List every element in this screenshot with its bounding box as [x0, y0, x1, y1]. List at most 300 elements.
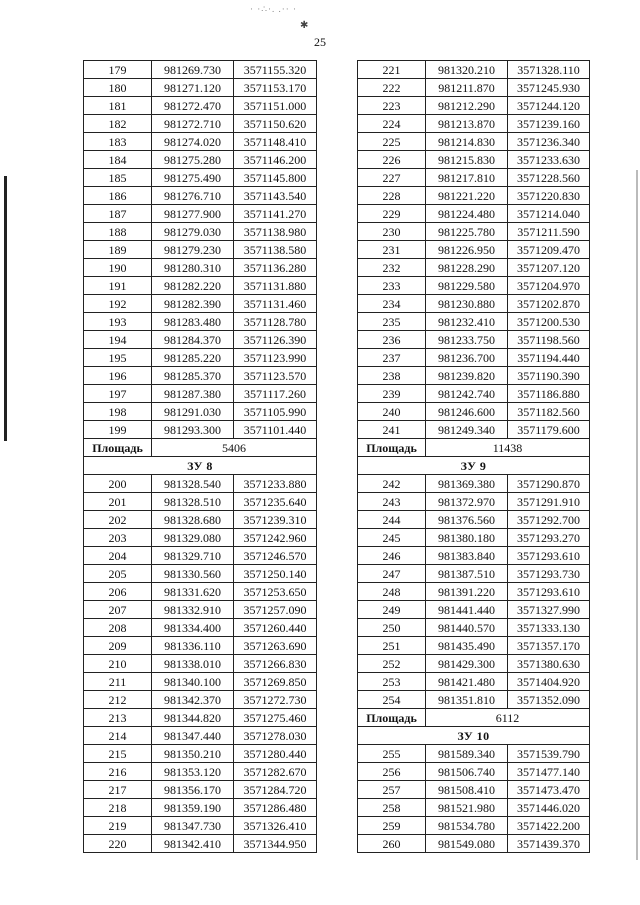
x-coordinate-cell: 981230.880: [426, 295, 508, 313]
x-coordinate-cell: 981353.120: [152, 763, 234, 781]
y-coordinate-cell: 3571404.920: [508, 673, 590, 691]
point-number-cell: 243: [358, 493, 426, 511]
y-coordinate-cell: 3571123.570: [234, 367, 317, 385]
table-row: [358, 97, 590, 115]
point-number-cell: 192: [84, 295, 152, 313]
y-coordinate-cell: 3571239.160: [508, 115, 590, 133]
table-row: [358, 529, 590, 547]
point-number-cell: 247: [358, 565, 426, 583]
x-coordinate-cell: 981356.170: [152, 781, 234, 799]
table-row: [358, 511, 590, 529]
y-coordinate-cell: 3571235.640: [234, 493, 317, 511]
table-row: [84, 817, 317, 835]
table-row: [84, 403, 317, 421]
y-coordinate-cell: 3571182.560: [508, 403, 590, 421]
table-row: [84, 583, 317, 601]
x-coordinate-cell: 981211.870: [426, 79, 508, 97]
table-row: [84, 475, 317, 493]
point-number-cell: 230: [358, 223, 426, 241]
x-coordinate-cell: 981287.380: [152, 385, 234, 403]
point-number-cell: 200: [84, 475, 152, 493]
y-coordinate-cell: 3571126.390: [234, 331, 317, 349]
y-coordinate-cell: 3571269.850: [234, 673, 317, 691]
y-coordinate-cell: 3571293.730: [508, 565, 590, 583]
x-coordinate-cell: 981232.410: [426, 313, 508, 331]
point-number-cell: 224: [358, 115, 426, 133]
table-row: [84, 331, 317, 349]
point-number-cell: 203: [84, 529, 152, 547]
x-coordinate-cell: 981435.490: [426, 637, 508, 655]
y-coordinate-cell: 3571333.130: [508, 619, 590, 637]
table-row: [84, 709, 317, 727]
x-coordinate-cell: 981271.120: [152, 79, 234, 97]
x-coordinate-cell: 981347.730: [152, 817, 234, 835]
x-coordinate-cell: 981328.540: [152, 475, 234, 493]
x-coordinate-cell: 981549.080: [426, 835, 508, 853]
table-row: [358, 115, 590, 133]
point-number-cell: 249: [358, 601, 426, 619]
y-coordinate-cell: 3571136.280: [234, 259, 317, 277]
x-coordinate-cell: 981277.900: [152, 205, 234, 223]
x-coordinate-cell: 981383.840: [426, 547, 508, 565]
area-value: 6112: [426, 709, 590, 727]
table-row: [358, 349, 590, 367]
table-row: [358, 241, 590, 259]
point-number-cell: 195: [84, 349, 152, 367]
y-coordinate-cell: 3571446.020: [508, 799, 590, 817]
y-coordinate-cell: 3571260.440: [234, 619, 317, 637]
x-coordinate-cell: 981440.570: [426, 619, 508, 637]
table-row: [84, 241, 317, 259]
page-number: 25: [314, 35, 326, 49]
y-coordinate-cell: 3571200.530: [508, 313, 590, 331]
x-coordinate-cell: 981272.470: [152, 97, 234, 115]
x-coordinate-cell: 981336.110: [152, 637, 234, 655]
x-coordinate-cell: 981293.300: [152, 421, 234, 439]
x-coordinate-cell: 981342.410: [152, 835, 234, 853]
table-row: [84, 295, 317, 313]
table-row: [358, 583, 590, 601]
x-coordinate-cell: 981246.600: [426, 403, 508, 421]
y-coordinate-cell: 3571194.440: [508, 349, 590, 367]
table-row: [358, 403, 590, 421]
x-coordinate-cell: 981285.370: [152, 367, 234, 385]
x-coordinate-cell: 981372.970: [426, 493, 508, 511]
x-coordinate-cell: 981521.980: [426, 799, 508, 817]
x-coordinate-cell: 981351.810: [426, 691, 508, 709]
y-coordinate-cell: 3571439.370: [508, 835, 590, 853]
table-row: [84, 259, 317, 277]
table-row: [358, 331, 590, 349]
point-number-cell: 191: [84, 277, 152, 295]
point-number-cell: 221: [358, 61, 426, 79]
table-row: [84, 493, 317, 511]
y-coordinate-cell: 3571153.170: [234, 79, 317, 97]
x-coordinate-cell: 981215.830: [426, 151, 508, 169]
y-coordinate-cell: 3571327.990: [508, 601, 590, 619]
x-coordinate-cell: 981276.710: [152, 187, 234, 205]
point-number-cell: 202: [84, 511, 152, 529]
table-row: [358, 799, 590, 817]
y-coordinate-cell: 3571101.440: [234, 421, 317, 439]
x-coordinate-cell: 981249.340: [426, 421, 508, 439]
y-coordinate-cell: 3571131.460: [234, 295, 317, 313]
y-coordinate-cell: 3571220.830: [508, 187, 590, 205]
y-coordinate-cell: 3571286.480: [234, 799, 317, 817]
point-number-cell: 248: [358, 583, 426, 601]
x-coordinate-cell: 981233.750: [426, 331, 508, 349]
scan-right-edge: [636, 170, 638, 860]
area-row: [358, 709, 590, 727]
y-coordinate-cell: 3571357.170: [508, 637, 590, 655]
table-row: [84, 385, 317, 403]
area-value: 5406: [152, 439, 317, 457]
table-row: [358, 673, 590, 691]
point-number-cell: 204: [84, 547, 152, 565]
point-number-cell: 208: [84, 619, 152, 637]
point-number-cell: 223: [358, 97, 426, 115]
table-row: [358, 367, 590, 385]
y-coordinate-cell: 3571148.410: [234, 133, 317, 151]
table-row: [358, 781, 590, 799]
point-number-cell: 236: [358, 331, 426, 349]
section-header-row: [358, 457, 590, 475]
y-coordinate-cell: 3571138.980: [234, 223, 317, 241]
area-value: 11438: [426, 439, 590, 457]
x-coordinate-cell: 981229.580: [426, 277, 508, 295]
x-coordinate-cell: 981342.370: [152, 691, 234, 709]
point-number-cell: 218: [84, 799, 152, 817]
section-header-row: [84, 457, 317, 475]
x-coordinate-cell: 981328.510: [152, 493, 234, 511]
y-coordinate-cell: 3571380.630: [508, 655, 590, 673]
point-number-cell: 215: [84, 745, 152, 763]
x-coordinate-cell: 981359.190: [152, 799, 234, 817]
y-coordinate-cell: 3571422.200: [508, 817, 590, 835]
table-row: [84, 565, 317, 583]
x-coordinate-cell: 981347.440: [152, 727, 234, 745]
table-row: [84, 277, 317, 295]
y-coordinate-cell: 3571352.090: [508, 691, 590, 709]
table-row: [358, 619, 590, 637]
x-coordinate-cell: 981387.510: [426, 565, 508, 583]
x-coordinate-cell: 981284.370: [152, 331, 234, 349]
y-coordinate-cell: 3571245.930: [508, 79, 590, 97]
y-coordinate-cell: 3571236.340: [508, 133, 590, 151]
x-coordinate-cell: 981369.380: [426, 475, 508, 493]
y-coordinate-cell: 3571186.880: [508, 385, 590, 403]
point-number-cell: 196: [84, 367, 152, 385]
y-coordinate-cell: 3571211.590: [508, 223, 590, 241]
table-row: [358, 817, 590, 835]
y-coordinate-cell: 3571190.390: [508, 367, 590, 385]
point-number-cell: 197: [84, 385, 152, 403]
y-coordinate-cell: 3571477.140: [508, 763, 590, 781]
y-coordinate-cell: 3571143.540: [234, 187, 317, 205]
table-row: [358, 637, 590, 655]
area-label: Площадь: [358, 439, 426, 457]
point-number-cell: 193: [84, 313, 152, 331]
point-number-cell: 217: [84, 781, 152, 799]
table-row: [84, 313, 317, 331]
x-coordinate-cell: 981282.390: [152, 295, 234, 313]
point-number-cell: 228: [358, 187, 426, 205]
y-coordinate-cell: 3571293.610: [508, 583, 590, 601]
table-row: [84, 727, 317, 745]
x-coordinate-cell: 981212.290: [426, 97, 508, 115]
scan-edge-mark: [4, 176, 7, 441]
y-coordinate-cell: 3571328.110: [508, 61, 590, 79]
point-number-cell: 212: [84, 691, 152, 709]
point-number-cell: 189: [84, 241, 152, 259]
x-coordinate-cell: 981506.740: [426, 763, 508, 781]
y-coordinate-cell: 3571280.440: [234, 745, 317, 763]
point-number-cell: 238: [358, 367, 426, 385]
point-number-cell: 226: [358, 151, 426, 169]
y-coordinate-cell: 3571233.880: [234, 475, 317, 493]
x-coordinate-cell: 981338.010: [152, 655, 234, 673]
point-number-cell: 179: [84, 61, 152, 79]
y-coordinate-cell: 3571246.570: [234, 547, 317, 565]
point-number-cell: 259: [358, 817, 426, 835]
point-number-cell: 237: [358, 349, 426, 367]
point-number-cell: 219: [84, 817, 152, 835]
x-coordinate-cell: 981376.560: [426, 511, 508, 529]
x-coordinate-cell: 981330.560: [152, 565, 234, 583]
y-coordinate-cell: 3571155.320: [234, 61, 317, 79]
y-coordinate-cell: 3571179.600: [508, 421, 590, 439]
table-row: [84, 349, 317, 367]
x-coordinate-cell: 981217.810: [426, 169, 508, 187]
y-coordinate-cell: 3571233.630: [508, 151, 590, 169]
y-coordinate-cell: 3571275.460: [234, 709, 317, 727]
table-row: [84, 835, 317, 853]
y-coordinate-cell: 3571284.720: [234, 781, 317, 799]
x-coordinate-cell: 981242.740: [426, 385, 508, 403]
table-row: [84, 187, 317, 205]
x-coordinate-cell: 981279.030: [152, 223, 234, 241]
x-coordinate-cell: 981334.400: [152, 619, 234, 637]
x-coordinate-cell: 981280.310: [152, 259, 234, 277]
table-row: [358, 313, 590, 331]
point-number-cell: 239: [358, 385, 426, 403]
x-coordinate-cell: 981214.830: [426, 133, 508, 151]
y-coordinate-cell: 3571473.470: [508, 781, 590, 799]
table-row: [358, 565, 590, 583]
y-coordinate-cell: 3571141.270: [234, 205, 317, 223]
x-coordinate-cell: 981285.220: [152, 349, 234, 367]
point-number-cell: 182: [84, 115, 152, 133]
table-row: [84, 511, 317, 529]
table-row: [358, 421, 590, 439]
table-row: [84, 421, 317, 439]
x-coordinate-cell: 981391.220: [426, 583, 508, 601]
section-header: ЗУ 8: [84, 457, 317, 475]
y-coordinate-cell: 3571105.990: [234, 403, 317, 421]
table-row: [84, 205, 317, 223]
y-coordinate-cell: 3571146.200: [234, 151, 317, 169]
table-row: [84, 655, 317, 673]
y-coordinate-cell: 3571253.650: [234, 583, 317, 601]
table-row: [84, 79, 317, 97]
x-coordinate-cell: 981283.480: [152, 313, 234, 331]
table-row: [358, 187, 590, 205]
point-number-cell: 205: [84, 565, 152, 583]
table-row: [358, 547, 590, 565]
table-row: [358, 169, 590, 187]
x-coordinate-cell: 981228.290: [426, 259, 508, 277]
table-row: [84, 133, 317, 151]
y-coordinate-cell: 3571290.870: [508, 475, 590, 493]
table-row: [358, 745, 590, 763]
point-number-cell: 257: [358, 781, 426, 799]
y-coordinate-cell: 3571151.000: [234, 97, 317, 115]
table-row: [358, 205, 590, 223]
table-row: [84, 673, 317, 691]
point-number-cell: 185: [84, 169, 152, 187]
section-header-row: [358, 727, 590, 745]
x-coordinate-cell: 981224.480: [426, 205, 508, 223]
point-number-cell: 251: [358, 637, 426, 655]
point-number-cell: 206: [84, 583, 152, 601]
y-coordinate-cell: 3571150.620: [234, 115, 317, 133]
y-coordinate-cell: 3571214.040: [508, 205, 590, 223]
table-row: [84, 61, 317, 79]
y-coordinate-cell: 3571539.790: [508, 745, 590, 763]
point-number-cell: 184: [84, 151, 152, 169]
table-row: [84, 781, 317, 799]
scan-tick: ✱: [300, 20, 309, 31]
y-coordinate-cell: 3571207.120: [508, 259, 590, 277]
table-row: [84, 745, 317, 763]
point-number-cell: 232: [358, 259, 426, 277]
area-label: Площадь: [84, 439, 152, 457]
point-number-cell: 242: [358, 475, 426, 493]
x-coordinate-cell: 981275.280: [152, 151, 234, 169]
y-coordinate-cell: 3571209.470: [508, 241, 590, 259]
x-coordinate-cell: 981236.700: [426, 349, 508, 367]
point-number-cell: 201: [84, 493, 152, 511]
y-coordinate-cell: 3571293.610: [508, 547, 590, 565]
point-number-cell: 222: [358, 79, 426, 97]
table-row: [84, 691, 317, 709]
y-coordinate-cell: 3571257.090: [234, 601, 317, 619]
point-number-cell: 252: [358, 655, 426, 673]
y-coordinate-cell: 3571293.270: [508, 529, 590, 547]
y-coordinate-cell: 3571202.870: [508, 295, 590, 313]
y-coordinate-cell: 3571344.950: [234, 835, 317, 853]
x-coordinate-cell: 981380.180: [426, 529, 508, 547]
table-row: [358, 133, 590, 151]
point-number-cell: 227: [358, 169, 426, 187]
x-coordinate-cell: 981589.340: [426, 745, 508, 763]
table-row: [84, 223, 317, 241]
y-coordinate-cell: 3571228.560: [508, 169, 590, 187]
point-number-cell: 254: [358, 691, 426, 709]
table-row: [84, 547, 317, 565]
area-row: [358, 439, 590, 457]
table-row: [84, 637, 317, 655]
x-coordinate-cell: 981225.780: [426, 223, 508, 241]
right-coordinates-table: [357, 60, 590, 853]
y-coordinate-cell: 3571198.560: [508, 331, 590, 349]
point-number-cell: 198: [84, 403, 152, 421]
point-number-cell: 207: [84, 601, 152, 619]
x-coordinate-cell: 981226.950: [426, 241, 508, 259]
table-row: [358, 385, 590, 403]
point-number-cell: 213: [84, 709, 152, 727]
point-number-cell: 214: [84, 727, 152, 745]
y-coordinate-cell: 3571138.580: [234, 241, 317, 259]
table-row: [358, 79, 590, 97]
point-number-cell: 235: [358, 313, 426, 331]
x-coordinate-cell: 981331.620: [152, 583, 234, 601]
y-coordinate-cell: 3571272.730: [234, 691, 317, 709]
point-number-cell: 241: [358, 421, 426, 439]
point-number-cell: 183: [84, 133, 152, 151]
point-number-cell: 245: [358, 529, 426, 547]
scan-smudge: · ·∴·. .·· ·: [250, 4, 297, 14]
point-number-cell: 199: [84, 421, 152, 439]
y-coordinate-cell: 3571282.670: [234, 763, 317, 781]
point-number-cell: 233: [358, 277, 426, 295]
x-coordinate-cell: 981340.100: [152, 673, 234, 691]
x-coordinate-cell: 981329.710: [152, 547, 234, 565]
point-number-cell: 229: [358, 205, 426, 223]
table-row: [84, 169, 317, 187]
x-coordinate-cell: 981329.080: [152, 529, 234, 547]
point-number-cell: 187: [84, 205, 152, 223]
point-number-cell: 244: [358, 511, 426, 529]
table-row: [84, 763, 317, 781]
x-coordinate-cell: 981534.780: [426, 817, 508, 835]
point-number-cell: 240: [358, 403, 426, 421]
x-coordinate-cell: 981350.210: [152, 745, 234, 763]
table-row: [358, 223, 590, 241]
y-coordinate-cell: 3571123.990: [234, 349, 317, 367]
x-coordinate-cell: 981328.680: [152, 511, 234, 529]
table-row: [84, 601, 317, 619]
x-coordinate-cell: 981332.910: [152, 601, 234, 619]
table-row: [358, 493, 590, 511]
y-coordinate-cell: 3571250.140: [234, 565, 317, 583]
x-coordinate-cell: 981421.480: [426, 673, 508, 691]
table-row: [358, 835, 590, 853]
point-number-cell: 188: [84, 223, 152, 241]
x-coordinate-cell: 981221.220: [426, 187, 508, 205]
x-coordinate-cell: 981441.440: [426, 601, 508, 619]
point-number-cell: 231: [358, 241, 426, 259]
y-coordinate-cell: 3571204.970: [508, 277, 590, 295]
y-coordinate-cell: 3571263.690: [234, 637, 317, 655]
table-row: [358, 61, 590, 79]
area-row: [84, 439, 317, 457]
point-number-cell: 211: [84, 673, 152, 691]
x-coordinate-cell: 981291.030: [152, 403, 234, 421]
table-row: [358, 763, 590, 781]
table-row: [84, 115, 317, 133]
area-label: Площадь: [358, 709, 426, 727]
table-row: [84, 367, 317, 385]
table-row: [358, 601, 590, 619]
point-number-cell: 258: [358, 799, 426, 817]
point-number-cell: 253: [358, 673, 426, 691]
point-number-cell: 250: [358, 619, 426, 637]
point-number-cell: 190: [84, 259, 152, 277]
x-coordinate-cell: 981282.220: [152, 277, 234, 295]
point-number-cell: 246: [358, 547, 426, 565]
x-coordinate-cell: 981213.870: [426, 115, 508, 133]
